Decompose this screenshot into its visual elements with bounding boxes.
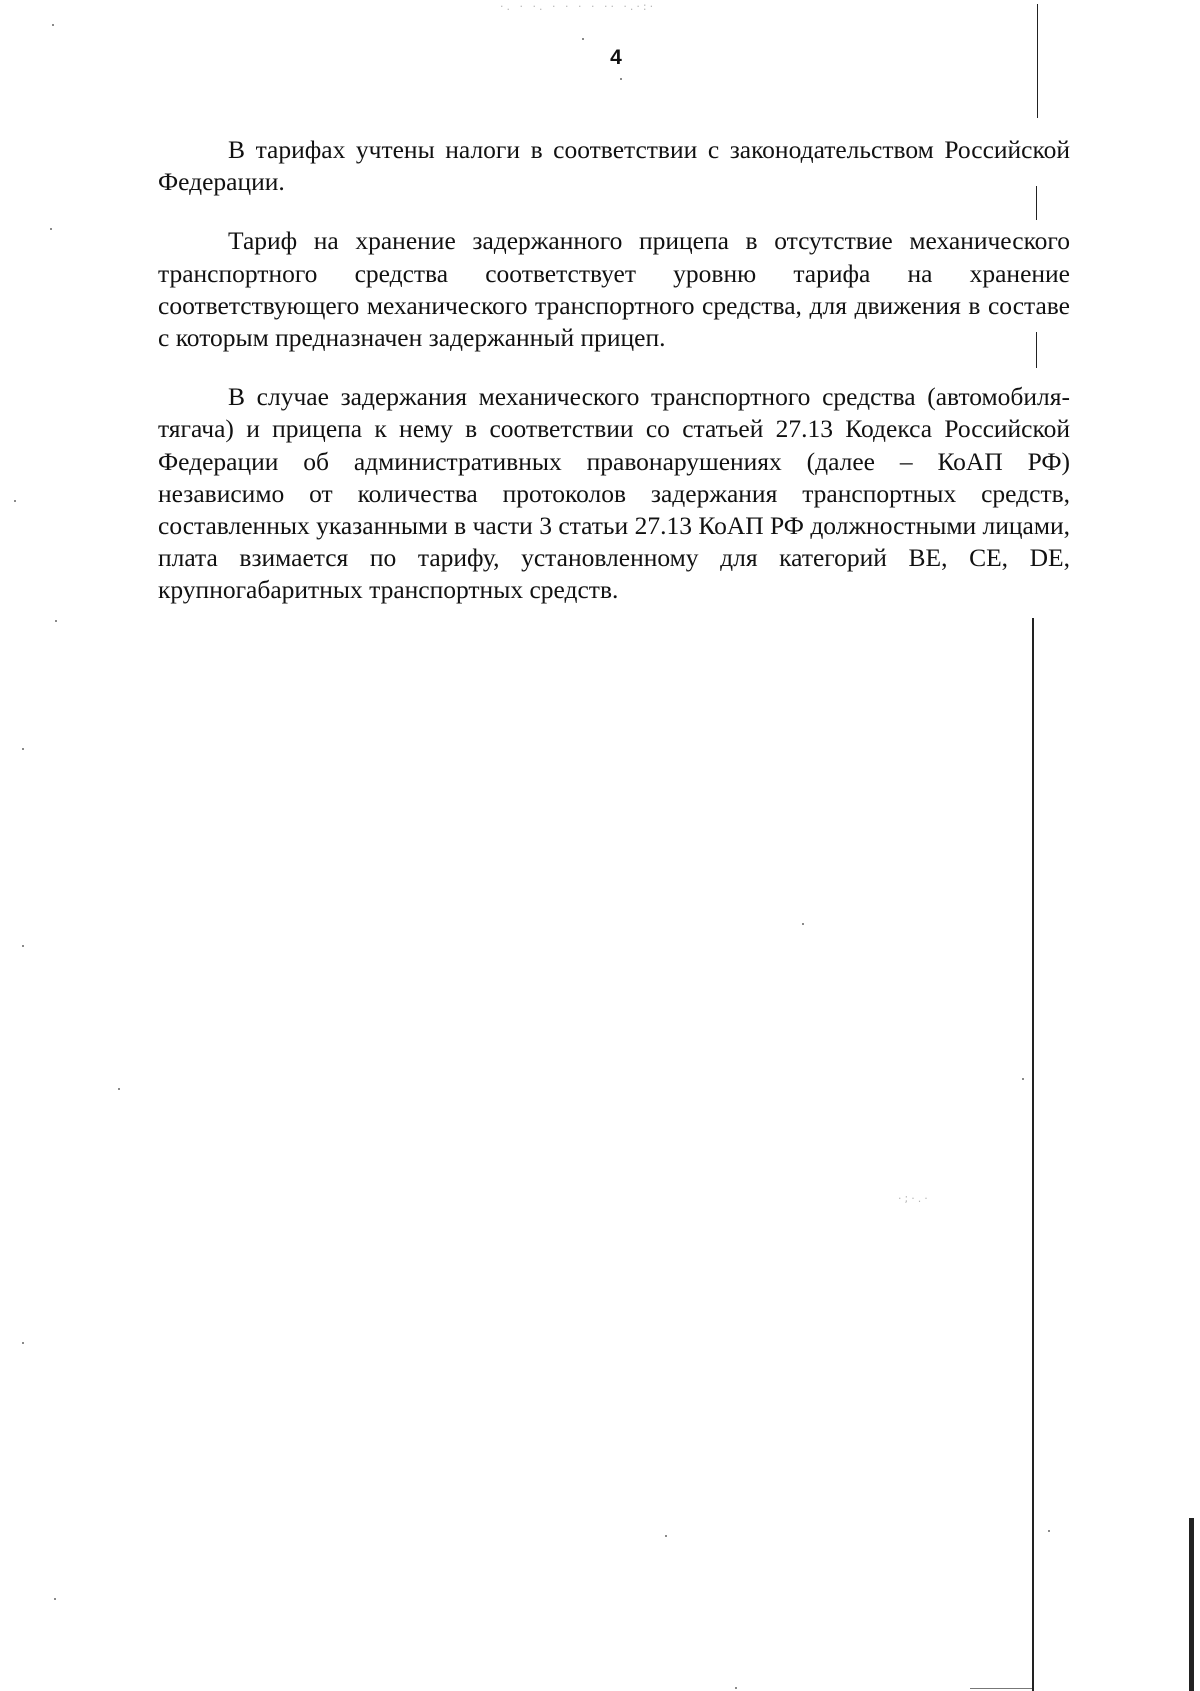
scan-bottom-line [970, 1688, 1032, 1689]
scan-dot [52, 24, 54, 26]
scan-margin-line-bold [1189, 1518, 1194, 1691]
scan-dot [665, 1535, 667, 1537]
scan-dot [802, 923, 804, 925]
paragraph-taxes: В тарифах учтены налоги в соответствии с законодательством Российской Федерации. [158, 135, 1070, 197]
paragraph-detention-case: В случае задержания механического транспортного средства (автомобиля-тягача) и прицепа к нему в соответствии со статьей 27.13 Кодекса Российской Федерации об административных правонарушениях (далее – КоАП РФ) независимо от количества протоколов задержания транспортных средств, составленных указанными в части 3 статьи 27.13 КоАП РФ должностными лицами, плата взимается по тарифу, установленному для категорий BE, CE, DE, крупногабаритных транспортных средств. [158, 382, 1070, 605]
paragraph-trailer-tariff: Тариф на хранение задержанного прицепа в отсутствие механического транспортного средства соответствует уровню тарифа на хранение соответствующего механического транспортного средства, для движения в составе с которым предназначен задержанный прицеп. [158, 226, 1070, 353]
scan-margin-line [1036, 332, 1037, 368]
scan-margin-line [1037, 4, 1038, 118]
scan-dot [55, 620, 57, 622]
scan-dot [14, 500, 16, 502]
scan-dot [22, 748, 24, 750]
scan-dot [22, 1342, 24, 1344]
scan-margin-line [1036, 186, 1037, 220]
scan-speckle-top: ·. · ·. · · · · ·· ·.·:· [500, 0, 657, 13]
scan-speckle-mid: ·;·.· [898, 1192, 931, 1205]
scan-dot [1022, 1078, 1024, 1080]
scan-dot [735, 1687, 737, 1689]
scan-dot [118, 1088, 120, 1090]
scan-dot [50, 228, 52, 230]
scan-dot [1048, 1530, 1050, 1532]
document-body [158, 134, 1070, 634]
page-number: 4 [610, 46, 622, 69]
scan-margin-line [1032, 618, 1034, 1691]
scan-dot [22, 945, 24, 947]
scan-dot [620, 78, 622, 80]
scan-dot [582, 38, 584, 40]
scan-dot [54, 1598, 56, 1600]
